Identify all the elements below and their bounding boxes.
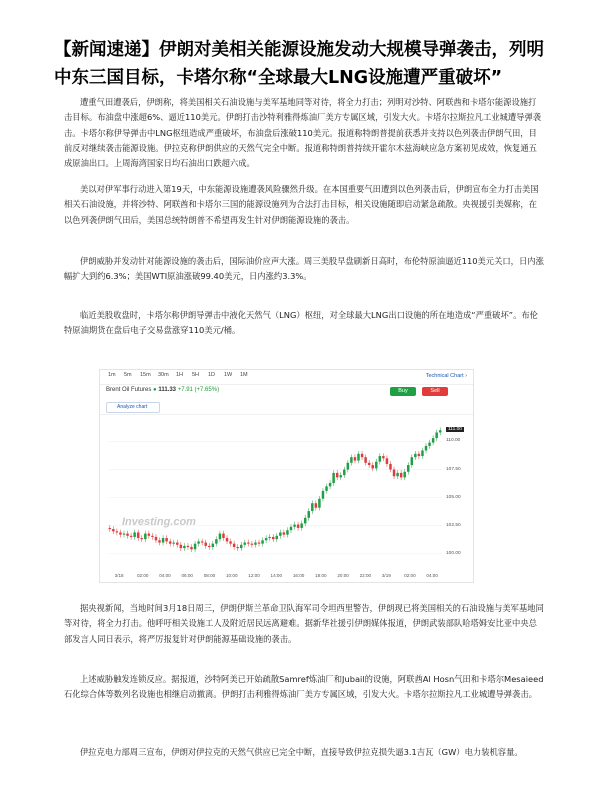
instrument-change: +7.91 (+7.65%)	[177, 387, 220, 393]
candle-body	[247, 543, 249, 544]
x-tick-label: 04:00	[159, 573, 171, 578]
timeframe-button[interactable]: 1H	[176, 372, 184, 378]
candle-body	[435, 432, 437, 438]
candle-body	[439, 430, 441, 432]
candlestick-plot	[100, 415, 473, 573]
y-tick-label: 105.00	[446, 494, 461, 500]
candle-body	[347, 463, 349, 470]
candle-body	[308, 511, 310, 518]
timeframe-button[interactable]: 30m	[158, 372, 169, 378]
x-tick-label: 08:00	[203, 573, 216, 578]
candle-body	[176, 543, 178, 545]
candle-body	[286, 530, 288, 534]
candle-body	[180, 545, 182, 548]
candle-body	[236, 547, 238, 548]
candle-body	[258, 543, 260, 544]
instrument-price: 111.33	[158, 387, 177, 393]
candle-body	[411, 457, 413, 465]
candle-body	[119, 532, 121, 534]
candle-body	[208, 546, 210, 547]
candle-body	[364, 457, 366, 463]
x-tick-label: 10:00	[226, 573, 238, 578]
candle-body	[112, 529, 114, 531]
candle-body	[297, 525, 299, 528]
candle-body	[375, 462, 377, 469]
analyze-chart-label: Analyze chart	[117, 404, 148, 410]
instrument-name: Brent Oil Futures	[106, 387, 152, 393]
candle-body	[165, 538, 167, 541]
timeframe-button[interactable]: 1m	[108, 372, 116, 378]
candle-body	[357, 454, 359, 461]
candle-body	[432, 438, 434, 442]
candle-body	[396, 473, 398, 476]
candle-body	[318, 499, 320, 508]
candle-body	[130, 536, 132, 537]
x-tick-label: 18:00	[315, 573, 327, 578]
candle-body	[311, 503, 313, 511]
candle-body	[425, 446, 427, 450]
candle-body	[212, 544, 214, 547]
candle-body	[126, 534, 128, 536]
candle-body	[172, 543, 174, 544]
candle-body	[290, 527, 292, 530]
candle-body	[276, 536, 278, 539]
candle-body	[350, 457, 352, 463]
y-tick-label: 107.50	[446, 466, 461, 472]
candle-body	[240, 545, 242, 548]
candle-body	[215, 539, 217, 543]
candle-body	[254, 543, 256, 545]
candle-body	[133, 532, 135, 536]
candle-body	[368, 463, 370, 465]
candle-body	[407, 465, 409, 472]
oil-price-chart-widget	[99, 369, 474, 583]
candle-body	[190, 547, 192, 549]
candle-body	[244, 543, 246, 545]
candle-body	[109, 528, 111, 529]
candle-body	[382, 456, 384, 458]
candle-body	[354, 457, 356, 460]
candle-body	[272, 537, 274, 539]
candle-body	[361, 454, 363, 457]
x-tick-label: 02:00	[404, 573, 416, 578]
candle-body	[261, 540, 263, 543]
article-paragraph: 据央视新闻，当地时间3月18日周三，伊朗伊斯兰革命卫队海军司令坦西里警告，伊朗现已将美国相关的石油设施与美军基地同等对待，将全力打击。他呼吁相关设施工人及附近居民远离避难。据新华社援引伊朗媒体报道，伊朗武装部队哈塔姆安比亚中央总部发言人同日表示，将严厉报复针对伊朗能源基础设施的袭击。	[64, 603, 544, 644]
timeframe-toolbar	[100, 370, 473, 385]
candle-body	[300, 523, 302, 527]
technical-chart-link[interactable]: Technical Chart ›	[425, 373, 467, 379]
article-paragraph: 遭重气田遭袭后，伊朗称，将美国相关石油设施与美军基地同等对待，将全力打击；列明对沙特、阿联酋和卡塔尔能源设施打击目标。布油盘中涨超6%、逼近110美元。伊朗打击沙特利雅得炼油厂美方专属区域，引发大火。卡塔尔拉斯拉凡工业城遭导弹袭击。卡塔尔称伊导弹击中LNG枢纽造成严重破坏，布油盘后涨破110美元。报道称特朗普提前获悉并支持以色列袭击伊朗气田，目前反对继续袭击能源设施。伊拉克称伊朗供应的天然气完全中断。报道称特朗普持续开霍尔木兹海峡应急方案初见成效，恢复通五成原油出口。上周海湾国家日均石油出口跌超六成。	[64, 97, 542, 169]
candle-body	[279, 532, 281, 535]
current-price-tag: 111.00	[448, 427, 462, 433]
candle-body	[116, 531, 118, 532]
candle-body	[219, 534, 221, 540]
sell-button[interactable]: Sell	[422, 387, 448, 396]
article-paragraph: 伊拉克电力部周三宣布，伊朗对伊拉克的天然气供应已完全中断，直接导致伊拉克损失逼3.1吉瓦（GW）电力装机容量。	[80, 747, 523, 757]
candle-body	[343, 470, 345, 476]
candle-body	[283, 532, 285, 534]
article-paragraph: 伊朗威胁并发动针对能源设施的袭击后，国际油价应声大涨。周三美股早盘刷新日高时，布伦特原油逼近110美元关口，日内涨幅扩大到约6.3%；美国WTI原油涨破99.40美元，日内涨约3.3%。	[64, 256, 544, 282]
candle-body	[414, 454, 416, 457]
candle-body	[315, 503, 317, 507]
x-tick-label: 12:00	[248, 573, 260, 578]
candle-body	[421, 450, 423, 456]
candle-body	[144, 534, 146, 540]
candle-body	[386, 458, 388, 464]
timeframe-button[interactable]: 1M	[240, 372, 248, 378]
x-tick-label: 14:00	[270, 573, 283, 578]
x-tick-label: 22:00	[359, 573, 372, 578]
article-paragraph: 美以对伊军事行动进入第19天，中东能源设施遭袭风险骤然升级。在本国重要气田遭到以色列袭击后，伊朗宣布全力打击美国相关石油设施，并将沙特、阿联酋和卡塔尔三国的能源设施列为合法打击目标，相关设施随即启动紧急疏散。央视援引美媒称，在以色列袭伊朗气田后，美国总统特朗普不希望再发生针对伊朗能源设施的袭击。	[64, 184, 539, 225]
candle-body	[137, 532, 139, 538]
candle-body	[371, 465, 373, 468]
candle-body	[162, 538, 164, 542]
candle-body	[201, 541, 203, 542]
candle-body	[403, 472, 405, 478]
y-tick-label: 100.00	[446, 550, 461, 556]
candle-body	[183, 546, 185, 548]
candle-body	[194, 544, 196, 550]
timeframe-button[interactable]: 5H	[192, 372, 200, 378]
candle-body	[222, 534, 224, 538]
x-tick-label: 16:00	[292, 573, 305, 578]
article-title: 【新闻速递】伊朗对美相关能源设施发动大规模导弹袭击，列明中东三国目标，卡塔尔称“全球最大LNG设施遭严重破坏”	[54, 40, 544, 88]
candle-body	[393, 470, 395, 477]
candle-body	[325, 486, 327, 490]
x-tick-label: 20:00	[337, 573, 349, 578]
investing-watermark: Investing.com	[122, 516, 196, 528]
buy-button[interactable]: Buy	[390, 387, 416, 396]
candle-body	[332, 473, 334, 483]
candle-body	[169, 541, 171, 543]
candle-body	[268, 537, 270, 538]
candle-body	[204, 543, 206, 546]
x-tick-label: 3/19	[381, 573, 391, 578]
candle-body	[322, 491, 324, 499]
candle-body	[141, 538, 143, 539]
x-tick-label: 04:00	[426, 573, 438, 578]
candle-body	[155, 537, 157, 540]
timeframe-button[interactable]: 15m	[140, 372, 151, 378]
candle-body	[336, 473, 338, 477]
candle-body	[389, 464, 391, 470]
candle-body	[379, 456, 381, 462]
candle-body	[339, 475, 341, 477]
x-tick-label: 06:00	[181, 573, 193, 578]
candle-body	[329, 483, 331, 486]
candle-body	[148, 534, 150, 536]
candle-body	[293, 525, 295, 527]
article-paragraph: 临近美股收盘时，卡塔尔称伊朗导弹击中液化天然气（LNG）枢纽，对全球最大LNG出口设施的所在地造成“严重破坏”。布伦特原油期货在盘后电子交易盘涨穿110美元/桶。	[64, 310, 538, 336]
x-tick-label: 3/18	[114, 573, 124, 578]
candle-body	[251, 544, 253, 545]
candle-body	[418, 454, 420, 456]
candle-body	[123, 534, 125, 535]
y-tick-label: 102.50	[446, 522, 461, 528]
analyze-chart-button[interactable]	[106, 402, 160, 413]
candle-body	[151, 536, 153, 537]
candle-body	[187, 546, 189, 547]
candle-body	[226, 538, 228, 541]
candle-body	[229, 541, 231, 543]
x-tick-label: 02:00	[136, 573, 149, 578]
candle-body	[233, 544, 235, 547]
instrument-header	[106, 387, 219, 393]
candle-body	[304, 518, 306, 524]
candle-body	[158, 540, 160, 542]
timeframe-button[interactable]: 1D	[208, 372, 216, 378]
candle-body	[265, 538, 267, 540]
timeframe-button[interactable]: 1W	[224, 372, 233, 378]
candle-body	[197, 541, 199, 543]
y-tick-label: 110.00	[446, 438, 461, 444]
candle-body	[400, 473, 402, 477]
live-dot-icon: ●	[153, 387, 157, 393]
article-paragraph: 上述威胁触发连锁反应。据报道，沙特阿美已开始疏散Samref炼油厂和Jubail的设施，阿联酋Al Hosn气田和卡塔尔Mesaieed石化综合体等数列名设施也相继启动撤离。伊朗打击利雅得炼油厂美方专属区域，引发大火。卡塔尔拉斯拉凡工业城遭导弹袭击。	[64, 674, 544, 700]
candle-body	[428, 443, 430, 446]
timeframe-button[interactable]: 5m	[124, 372, 132, 378]
